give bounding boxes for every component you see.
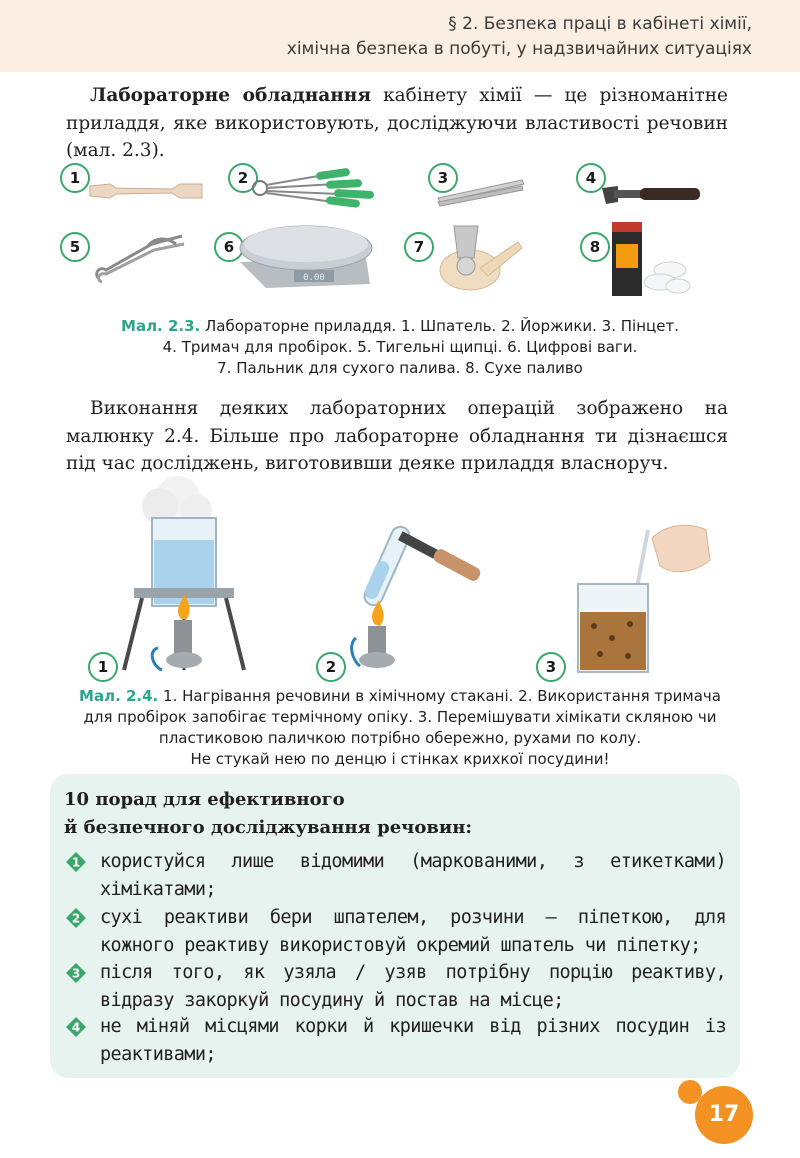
fig24-caption [60,686,740,770]
tip-4-number: 4 [71,1020,81,1035]
intro-paragraph [66,82,728,165]
fig23-number-3: 3 [428,163,458,193]
tip-2-text: сухі реактиви бери шпателем, розчини — піпеткою, для кожного реактиву використовуй окремий шпатель чи піпетку; [100,907,726,956]
tip-2-number: 2 [71,911,81,926]
tweezers-illustration [436,178,526,208]
fig23-caption [60,316,740,379]
tip-3-marker-icon [66,963,86,983]
tip-4-marker-icon [66,1017,86,1037]
tube-holder-illustration [600,184,704,208]
tip-4-text: не міняй місцями корки й кришечки від різних посудин із реактивами; [100,1016,726,1065]
page-header [0,0,800,72]
fig23-number-6: 6 [214,232,244,262]
section-title-line2: хімічна безпека в побуті, у надзвичайних ситуаціях [286,39,752,59]
tip-1-text: користуйся лише відомими (маркованими, з етикетками) хімікатами; [100,851,726,900]
fig23-number-8: 8 [580,232,610,262]
tip-3-number: 3 [71,966,81,981]
brushes-illustration [250,168,390,208]
fig24-number-3: 3 [536,652,566,682]
tip-3-text: після того, як узяла / узяв потрібну порцію реактиву, відразу закоркуй посудину й постав на місце; [100,962,726,1011]
fig24-caption-line4: Не стукай нею по денцю і стінках крихкої посудини! [190,750,610,768]
dry-fuel-burner-illustration [436,218,526,298]
beaker-heating-illustration [100,470,280,680]
fig24-caption-line1 [60,686,740,707]
fig23-caption-label: Мал. 2.3. [121,317,201,335]
fig24-number-2: 2 [316,652,346,682]
test-tube-holder-illustration [350,520,490,680]
fig24-number-1: 1 [88,652,118,682]
tip-1-number: 1 [71,855,81,870]
fig23-caption-line2: 4. Тримач для пробірок. 5. Тигельні щипці. 6. Цифрові ваги. [162,338,638,356]
fig24-caption-line3: пластиковою паличкою потрібно обережно, рухами по колу. [158,729,642,747]
tips-title-line2: й безпечного досліджування речовин: [64,817,473,838]
section-title-line1: § 2. Безпека праці в кабінеті хімії, [448,14,752,34]
fig23-number-2: 2 [228,163,258,193]
fig23-number-4: 4 [576,163,606,193]
tips-title [64,786,472,842]
scale-display-text: 0.00 [303,273,325,283]
fig24-caption-line1-text: 1. Нагрівання речовини в хімічному стакані. 2. Використання тримача [158,687,721,705]
tip-1-marker-icon [66,852,86,872]
fig23-caption-line1-text: Лабораторне приладдя. 1. Шпатель. 2. Йоржики. 3. Пінцет. [200,317,679,335]
fig24-caption-label: Мал. 2.4. [79,687,159,705]
operations-paragraph: Виконання деяких лабораторних операцій зображено на малюнку 2.4. Більше про лабораторне обладнання ти дізнаєшся під час досліджень, виготовивши деяке приладдя власноруч. [66,398,728,474]
fig23-number-5: 5 [60,232,90,262]
crucible-tongs-illustration [92,232,190,284]
digital-scale-illustration [236,222,376,294]
fig23-caption-line1 [60,316,740,337]
page-number: 17 [695,1086,753,1144]
intro-bold-term: Лабораторне обладнання [90,85,371,106]
fig23-number-1: 1 [60,163,90,193]
fig23-number-7: 7 [404,232,434,262]
spatula-illustration [88,178,208,204]
stirring-illustration [570,520,720,680]
fig23-caption-line3: 7. Пальник для сухого палива. 8. Сухе паливо [217,359,583,377]
fig24-caption-line2: для пробірок запобігає термічному опіку. 3. Перемішувати хімікати скляною чи [83,708,717,726]
intro-text: кабінету хімії — це різноманітне приладдя, яке використовують, досліджуючи властивості речовин (мал. 2.3). [66,85,728,161]
tip-2-marker-icon [66,908,86,928]
section-title [287,12,752,62]
dry-fuel-illustration [610,222,690,298]
tips-title-line1: 10 порад для ефективного [64,789,345,810]
